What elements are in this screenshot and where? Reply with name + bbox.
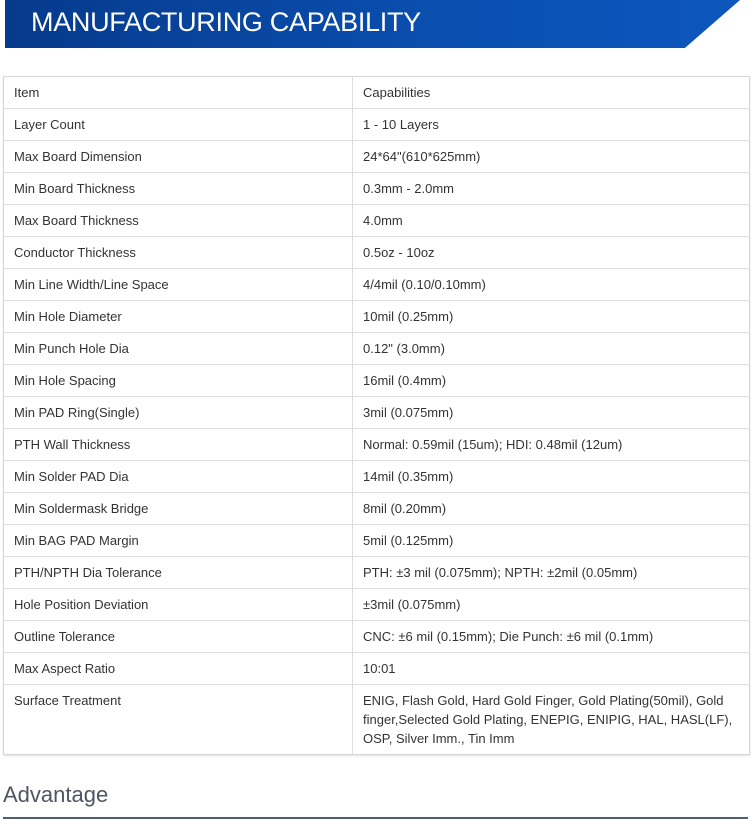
table-row bbox=[4, 141, 749, 173]
row-value-cell: Normal: 0.59mil (15um); HDI: 0.48mil (12um) bbox=[353, 429, 750, 461]
row-value-cell: ENIG, Flash Gold, Hard Gold Finger, Gold Plating(50mil), Gold finger,Selected Gold Plating, ENEPIG, ENIPIG, HAL, HASL(LF), OSP, Silver Imm., Tin Imm bbox=[363, 693, 733, 746]
row-item-cell: Max Aspect Ratio bbox=[4, 653, 353, 685]
row-value-cell: 10:01 bbox=[353, 653, 750, 685]
row-item-cell: Min Hole Diameter bbox=[4, 301, 353, 333]
row-value-cell: 0.5oz - 10oz bbox=[353, 237, 750, 269]
advantage-heading: Advantage bbox=[3, 782, 109, 807]
table-row bbox=[4, 653, 749, 685]
row-item-cell: Outline Tolerance bbox=[4, 621, 353, 653]
column-header-item: Item bbox=[4, 77, 353, 109]
table-row bbox=[4, 557, 749, 589]
table-row bbox=[4, 397, 749, 429]
row-item-cell: Max Board Thickness bbox=[4, 205, 353, 237]
table-row bbox=[4, 173, 749, 205]
table-row bbox=[4, 109, 749, 141]
row-item-cell: Min BAG PAD Margin bbox=[4, 525, 353, 557]
table-row bbox=[4, 365, 749, 397]
capability-table bbox=[4, 77, 749, 754]
row-item-cell: Min Soldermask Bridge bbox=[4, 493, 353, 525]
row-item-cell: Min Punch Hole Dia bbox=[4, 333, 353, 365]
table-row bbox=[4, 237, 749, 269]
row-item-cell: Conductor Thickness bbox=[4, 237, 353, 269]
table-row bbox=[4, 461, 749, 493]
table-row bbox=[4, 269, 749, 301]
table-row bbox=[4, 685, 749, 755]
table-row bbox=[4, 429, 749, 461]
row-value-cell: 0.12" (3.0mm) bbox=[353, 333, 750, 365]
row-value-cell: 14mil (0.35mm) bbox=[353, 461, 750, 493]
table-row bbox=[4, 621, 749, 653]
row-value-cell: 3mil (0.075mm) bbox=[353, 397, 750, 429]
row-value-cell: 24*64"(610*625mm) bbox=[353, 141, 750, 173]
table-row bbox=[4, 589, 749, 621]
table-row bbox=[4, 525, 749, 557]
row-item-cell: PTH Wall Thickness bbox=[4, 429, 353, 461]
row-item-cell: Min PAD Ring(Single) bbox=[4, 397, 353, 429]
row-value-cell: 10mil (0.25mm) bbox=[353, 301, 750, 333]
row-value-cell: 1 - 10 Layers bbox=[353, 109, 750, 141]
row-item-cell: PTH/NPTH Dia Tolerance bbox=[4, 557, 353, 589]
table-row bbox=[4, 205, 749, 237]
table-row bbox=[4, 333, 749, 365]
row-item-cell: Min Board Thickness bbox=[4, 173, 353, 205]
row-value-cell: 0.3mm - 2.0mm bbox=[353, 173, 750, 205]
row-value-cell: ±3mil (0.075mm) bbox=[353, 589, 750, 621]
row-item-cell: Min Line Width/Line Space bbox=[4, 269, 353, 301]
row-item-cell: Hole Position Deviation bbox=[4, 589, 353, 621]
row-item-cell: Min Hole Spacing bbox=[4, 365, 353, 397]
row-value-cell: CNC: ±6 mil (0.15mm); Die Punch: ±6 mil (0.1mm) bbox=[353, 621, 750, 653]
row-value-cell: PTH: ±3 mil (0.075mm); NPTH: ±2mil (0.05mm) bbox=[353, 557, 750, 589]
capability-table-container bbox=[3, 76, 750, 755]
row-value-cell: 8mil (0.20mm) bbox=[353, 493, 750, 525]
row-value-cell: 4.0mm bbox=[353, 205, 750, 237]
section-title: MANUFACTURING CAPABILITY bbox=[31, 7, 421, 37]
table-row bbox=[4, 301, 749, 333]
table-row bbox=[4, 493, 749, 525]
row-item-cell: Max Board Dimension bbox=[4, 141, 353, 173]
row-value-cell: 4/4mil (0.10/0.10mm) bbox=[353, 269, 750, 301]
row-item-cell: Layer Count bbox=[4, 109, 353, 141]
row-value-cell: 16mil (0.4mm) bbox=[353, 365, 750, 397]
row-value-cell: 5mil (0.125mm) bbox=[353, 525, 750, 557]
column-header-capabilities: Capabilities bbox=[353, 77, 750, 109]
row-item-cell: Min Solder PAD Dia bbox=[4, 461, 353, 493]
row-item-cell: Surface Treatment bbox=[4, 685, 353, 755]
table-header-row bbox=[4, 77, 749, 109]
advantage-divider bbox=[3, 817, 748, 819]
